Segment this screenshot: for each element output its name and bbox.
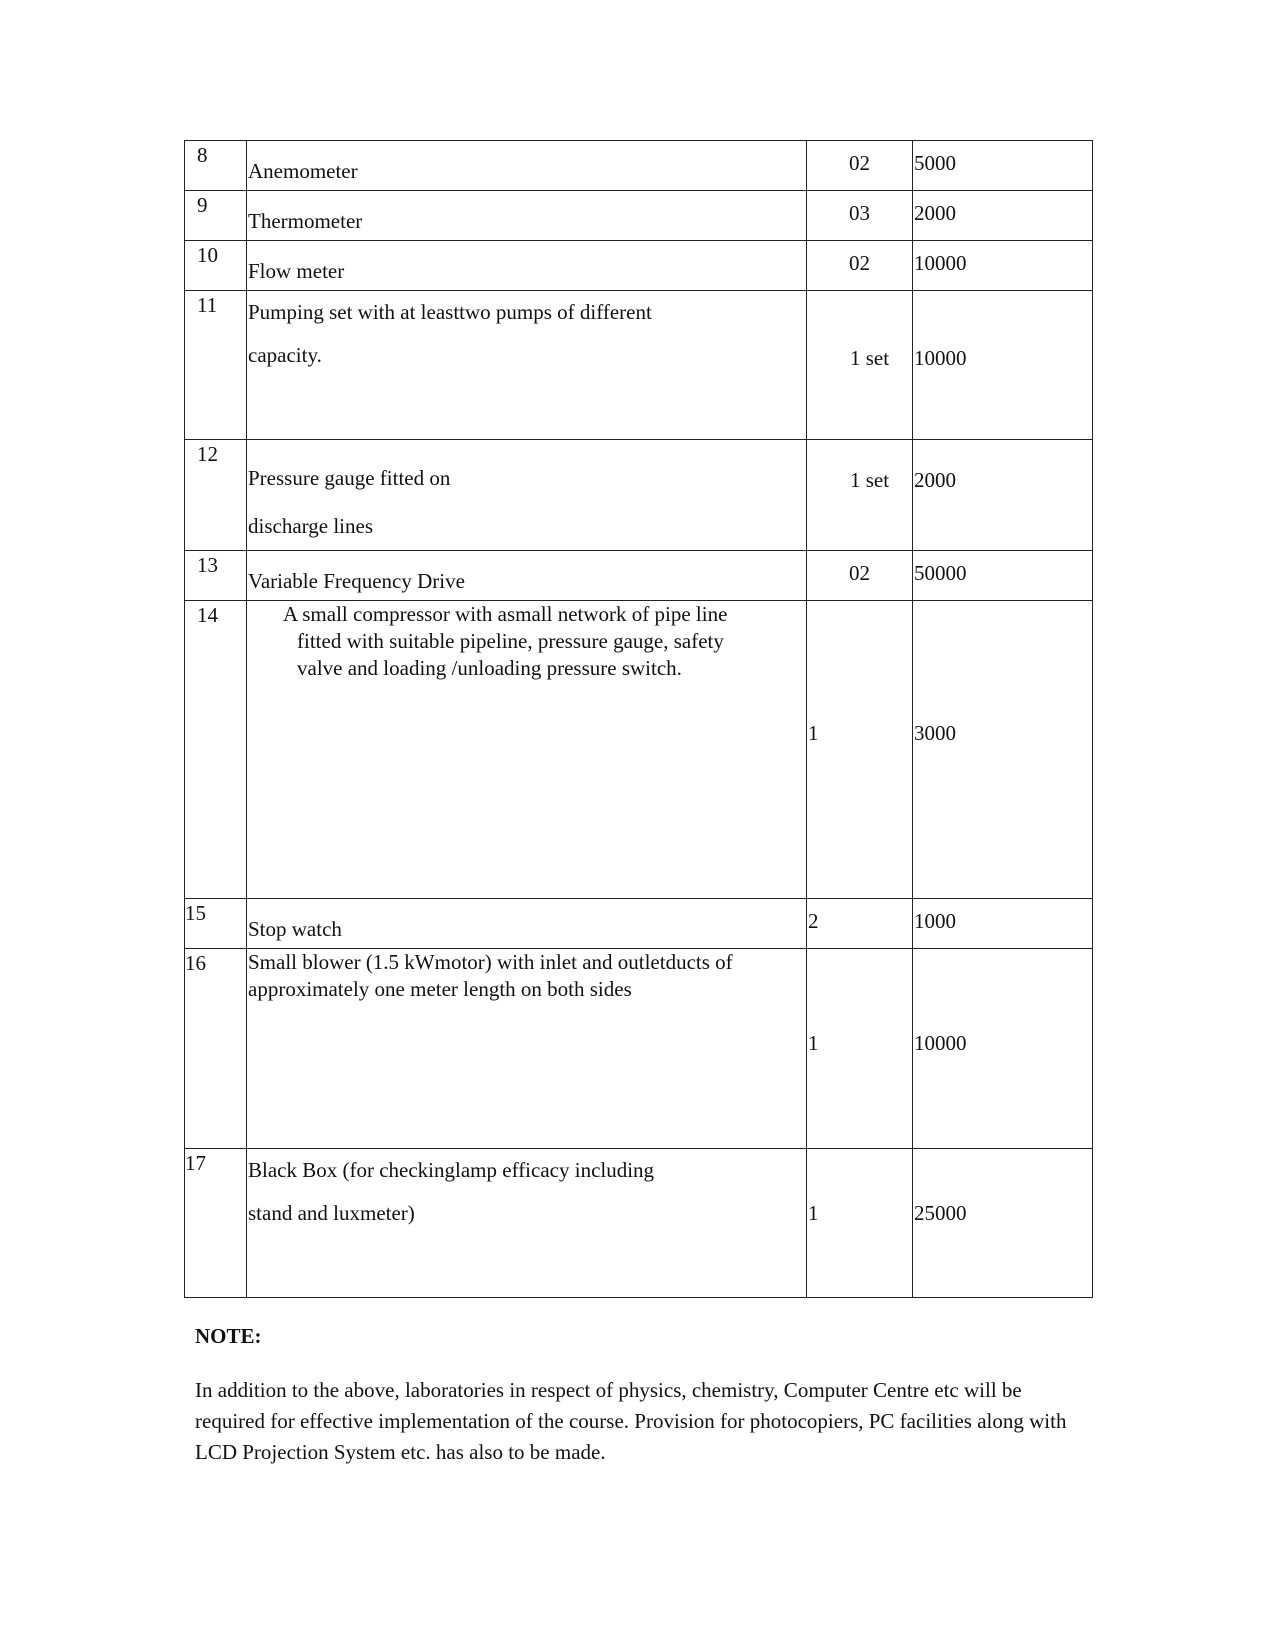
item-number: 14 [197, 603, 218, 627]
item-number: 12 [197, 442, 218, 466]
item-number: 15 [185, 901, 206, 925]
table-row [185, 440, 1093, 551]
item-cost: 2000 [914, 201, 956, 225]
item-quantity: 02 [849, 251, 870, 275]
description-line: Small blower (1.5 kWmotor) with inlet and outletducts of [248, 950, 733, 974]
item-quantity: 03 [849, 201, 870, 225]
item-quantity: 1 [808, 1201, 819, 1225]
table-row [185, 141, 1093, 191]
item-quantity: 2 [808, 909, 819, 933]
description-line: Black Box (for checkinglamp efficacy including [248, 1158, 655, 1182]
description-line: discharge lines [248, 514, 373, 538]
item-description [247, 601, 806, 682]
item-number: 13 [197, 553, 218, 577]
item-quantity: 02 [849, 561, 870, 585]
item-cost: 50000 [914, 561, 967, 585]
item-number: 10 [197, 243, 218, 267]
description-line: Pressure gauge fitted on [248, 466, 451, 490]
note-heading: NOTE: [195, 1324, 262, 1348]
item-number: 17 [185, 1151, 206, 1175]
table-row [185, 291, 1093, 440]
description-line: Pumping set with at leasttwo pumps of different [248, 300, 652, 324]
note-paragraph: In addition to the above, laboratories in respect of physics, chemistry, Computer Centre etc will be required for effective implementation of the course. Provision for photocopiers, PC facilities along with LCD Projection System etc. has also to be made. [195, 1378, 1067, 1464]
item-quantity: 1 set [849, 346, 890, 370]
item-number: 9 [197, 193, 208, 217]
item-cost: 5000 [914, 151, 956, 175]
item-number: 16 [185, 951, 206, 975]
table-row [185, 601, 1093, 899]
item-cost: 3000 [914, 721, 956, 745]
item-cost: 1000 [914, 909, 956, 933]
item-description [247, 440, 806, 550]
table-row [185, 551, 1093, 601]
description-line: approximately one meter length on both sides [248, 977, 632, 1001]
item-description: Anemometer [248, 159, 358, 183]
table-row [185, 949, 1093, 1149]
table-row [185, 191, 1093, 241]
item-description [247, 291, 806, 377]
item-description: Stop watch [248, 917, 342, 941]
description-line: valve and loading /unloading pressure switch. [297, 656, 682, 680]
description-line: fitted with suitable pipeline, pressure gauge, safety [297, 629, 724, 653]
item-description: Variable Frequency Drive [248, 569, 465, 593]
item-cost: 10000 [914, 251, 967, 275]
equipment-table [184, 140, 1093, 1298]
description-line: capacity. [248, 343, 322, 367]
table-row [185, 1149, 1093, 1298]
item-number: 8 [197, 143, 208, 167]
item-description [247, 1149, 806, 1235]
table-row [185, 241, 1093, 291]
item-description [247, 949, 806, 1003]
item-number: 11 [197, 293, 218, 317]
item-quantity: 1 [808, 1031, 819, 1055]
item-quantity: 02 [849, 151, 870, 175]
item-quantity: 1 set [849, 468, 890, 492]
description-line: stand and luxmeter) [248, 1201, 415, 1225]
item-description: Flow meter [248, 259, 345, 283]
item-cost: 25000 [914, 1201, 967, 1225]
item-quantity: 1 [808, 721, 819, 745]
item-cost: 10000 [914, 1031, 967, 1055]
table-row [185, 899, 1093, 949]
item-cost: 10000 [914, 346, 967, 370]
item-description: Thermometer [248, 209, 363, 233]
description-line: A small compressor with asmall network of pipe line [283, 602, 728, 626]
item-cost: 2000 [914, 468, 956, 492]
